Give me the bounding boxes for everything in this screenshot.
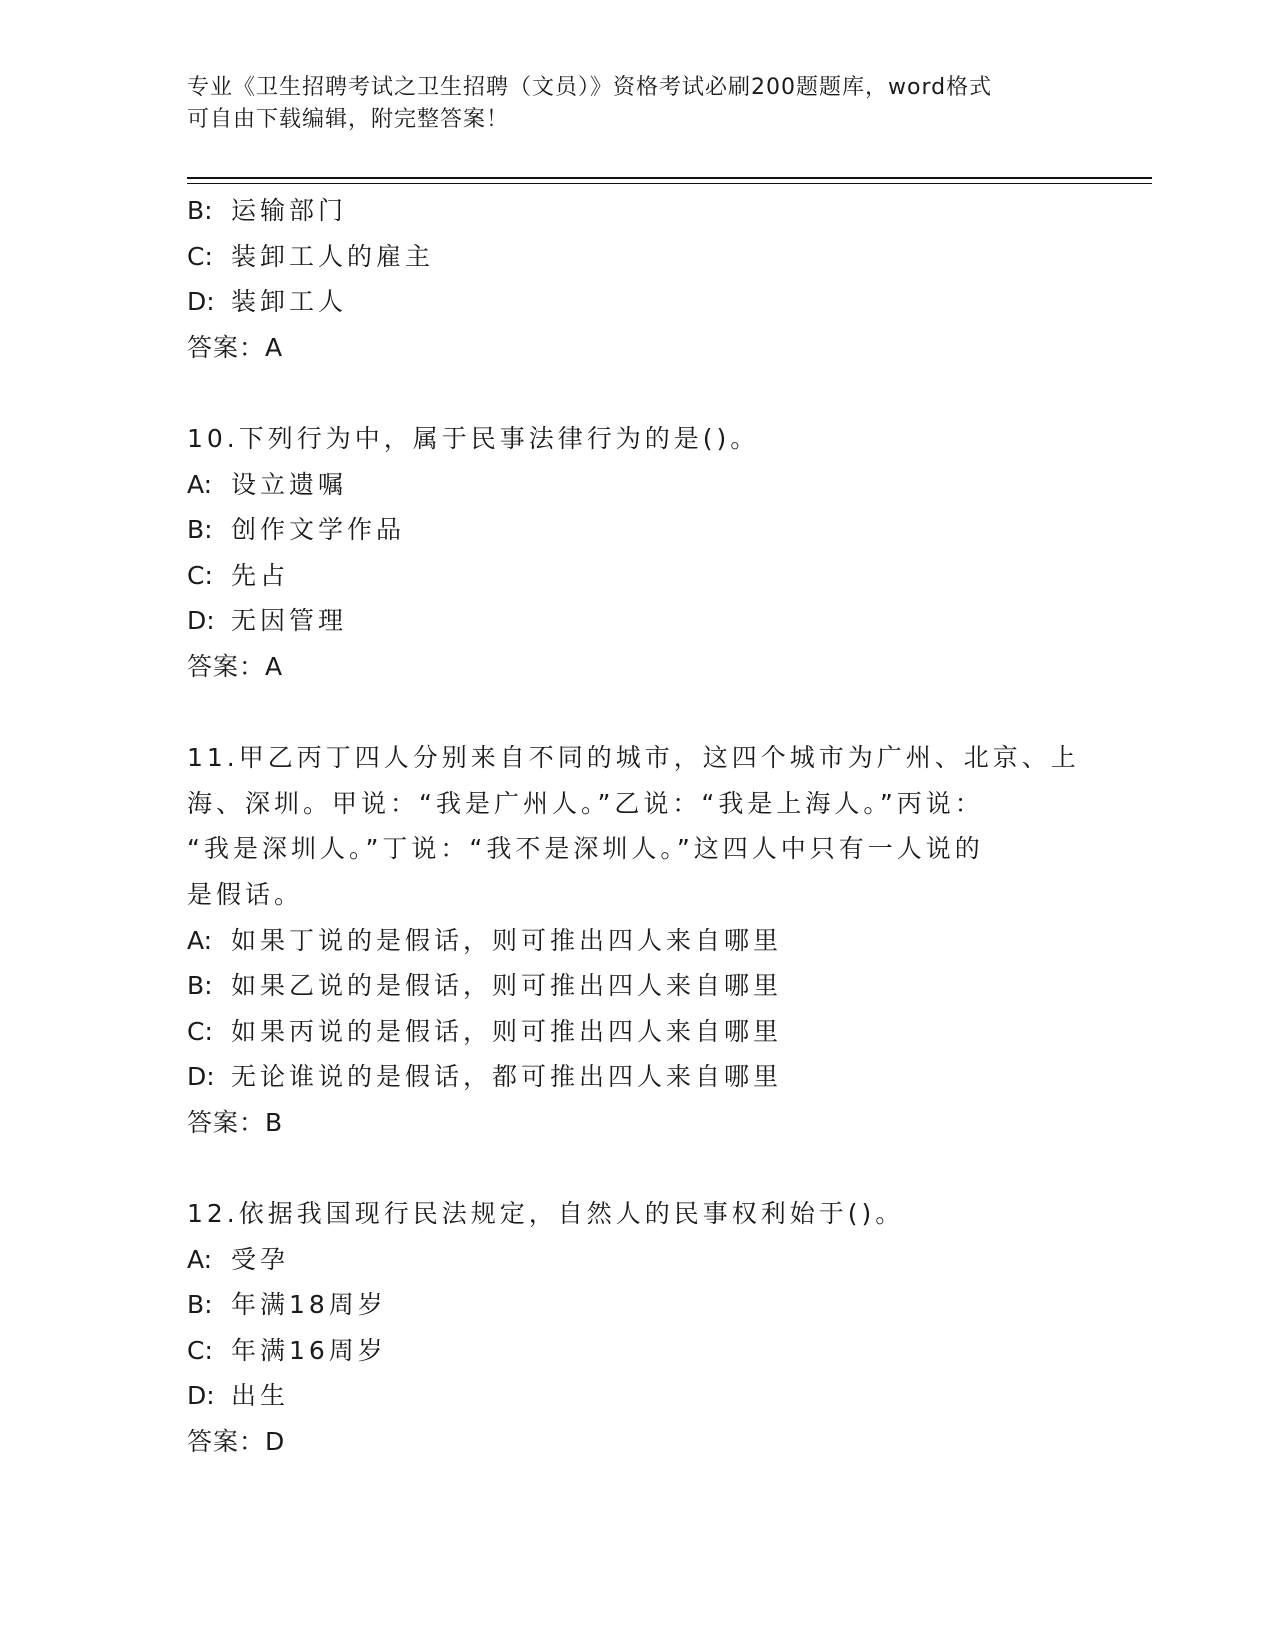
- option-label: B:: [187, 1290, 213, 1320]
- option-text: 年满18周岁: [231, 1290, 387, 1320]
- spacer: [187, 370, 1087, 416]
- option-text: 无因管理: [231, 606, 348, 636]
- question-stem-line-3: “我是深圳人。”丁说：“我不是深圳人。”这四人中只有一人说的: [187, 834, 984, 864]
- header-divider-thin: [187, 183, 1152, 184]
- question-stem-line-1: 11.甲乙丙丁四人分别来自不同的城市，这四个城市为广州、北京、上: [187, 743, 1080, 773]
- option-d: [187, 1054, 1087, 1100]
- option-text: 创作文学作品: [231, 515, 406, 545]
- option-c: [187, 234, 1087, 280]
- option-d: [187, 1373, 1087, 1419]
- answer-line: 答案：A: [187, 651, 284, 681]
- option-label: B:: [187, 971, 213, 1001]
- option-b: [187, 1282, 1087, 1328]
- option-text: 先占: [231, 560, 290, 590]
- option-label: C:: [187, 560, 213, 590]
- answer-line: 答案：B: [187, 1107, 284, 1137]
- spacer: [187, 1145, 1087, 1191]
- option-text: 如果丁说的是假话，则可推出四人来自哪里: [231, 925, 783, 955]
- option-d: [187, 598, 1087, 644]
- option-label: D:: [187, 606, 215, 636]
- option-text: 受孕: [231, 1244, 290, 1274]
- option-a: [187, 462, 1087, 508]
- option-text: 无论谁说的是假话，都可推出四人来自哪里: [231, 1062, 783, 1092]
- option-a: [187, 918, 1087, 964]
- option-a: [187, 1237, 1087, 1283]
- option-label: A:: [187, 469, 213, 499]
- question-stem: 10.下列行为中，属于民事法律行为的是()。: [187, 423, 760, 453]
- option-b: [187, 507, 1087, 553]
- option-c: [187, 1328, 1087, 1374]
- question-stem-line-2: 海、深圳。甲说：“我是广州人。”乙说：“我是上海人。”丙说：: [187, 788, 984, 818]
- option-label: D:: [187, 1062, 215, 1092]
- option-d: [187, 279, 1087, 325]
- option-text: 设立遗嘱: [231, 469, 348, 499]
- option-label: C:: [187, 1335, 213, 1365]
- question-stem-line-4: 是假话。: [187, 879, 304, 909]
- header-line-2: 可自由下载编辑，附完整答案！: [187, 107, 510, 132]
- question-10: [187, 416, 1087, 690]
- question-11: [187, 735, 1087, 1145]
- answer-line: 答案：D: [187, 1427, 286, 1457]
- option-label: D:: [187, 287, 215, 317]
- question-9-tail: [187, 188, 1087, 370]
- option-label: D:: [187, 1381, 215, 1411]
- option-text: 装卸工人: [231, 287, 348, 317]
- option-label: B:: [187, 196, 213, 225]
- question-12: [187, 1191, 1087, 1465]
- option-text: 如果乙说的是假话，则可推出四人来自哪里: [231, 971, 783, 1001]
- option-c: [187, 553, 1087, 599]
- option-label: B:: [187, 515, 213, 545]
- option-label: A:: [187, 925, 213, 955]
- option-text: 出生: [231, 1381, 290, 1411]
- option-b: [187, 188, 1087, 234]
- question-list: [187, 188, 1087, 1465]
- option-c: [187, 1009, 1087, 1055]
- question-stem: 12.依据我国现行民法规定，自然人的民事权利始于()。: [187, 1199, 905, 1229]
- option-text: 如果丙说的是假话，则可推出四人来自哪里: [231, 1016, 783, 1046]
- header-line-1: 专业《卫生招聘考试之卫生招聘（文员）》资格考试必刷200题题库，word格式: [187, 75, 993, 100]
- option-label: A:: [187, 1244, 213, 1274]
- option-label: C:: [187, 1016, 213, 1046]
- spacer: [187, 690, 1087, 736]
- option-text: 年满16周岁: [231, 1335, 387, 1365]
- option-text: 运输部门: [231, 196, 348, 225]
- header-divider-thick: [187, 177, 1152, 179]
- option-text: 装卸工人的雇主: [231, 241, 435, 271]
- answer-line: 答案：A: [187, 332, 284, 362]
- document-header: [187, 72, 1087, 136]
- option-label: C:: [187, 241, 213, 271]
- option-b: [187, 963, 1087, 1009]
